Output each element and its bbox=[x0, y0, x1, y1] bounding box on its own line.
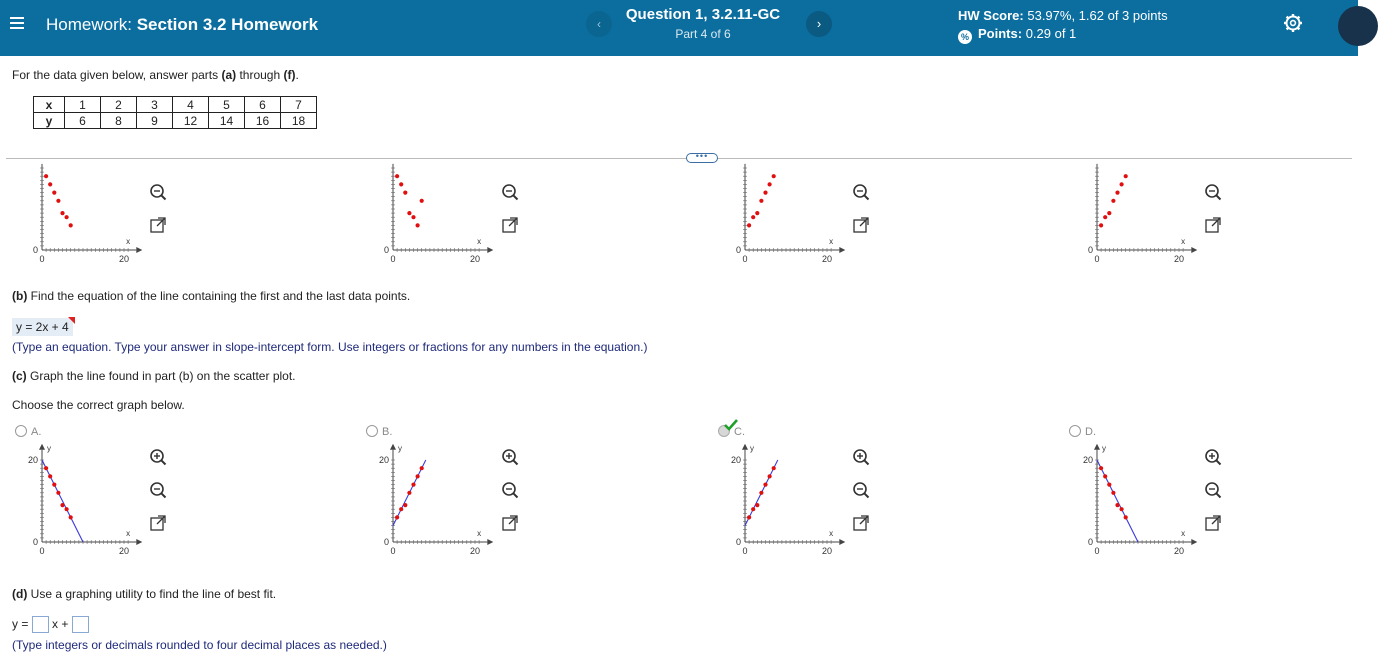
data-point bbox=[763, 483, 767, 487]
intro-part-a: (a) bbox=[221, 68, 237, 82]
data-point bbox=[52, 483, 56, 487]
data-point bbox=[772, 174, 776, 178]
option-a[interactable] bbox=[15, 425, 41, 438]
magnifier-handle bbox=[513, 195, 517, 199]
data-cell: 12 bbox=[173, 113, 209, 129]
points bbox=[958, 26, 1076, 44]
open-graph-icon[interactable] bbox=[501, 514, 519, 532]
data-point bbox=[48, 474, 52, 478]
data-point bbox=[755, 211, 759, 215]
x-origin-label: 0 bbox=[742, 254, 748, 264]
data-point bbox=[60, 211, 64, 215]
data-point bbox=[407, 211, 411, 215]
x-tick-label-20: 20 bbox=[118, 254, 130, 264]
data-point bbox=[1115, 503, 1119, 507]
equation-x-label: x + bbox=[52, 617, 69, 631]
y-tick-label-20: 20 bbox=[27, 455, 38, 465]
y-origin-label: 0 bbox=[32, 537, 38, 547]
y-axis-arrow bbox=[39, 444, 45, 450]
points-value: 0.29 of 1 bbox=[1025, 26, 1077, 41]
x-axis-arrow bbox=[487, 539, 493, 545]
data-point bbox=[411, 215, 415, 219]
question-part: Part 4 of 6 bbox=[675, 27, 731, 41]
x-tick-label-20: 20 bbox=[821, 546, 833, 556]
part-c-text: Graph the line found in part (b) on the scatter plot. bbox=[26, 369, 296, 383]
x-axis-label: x bbox=[126, 237, 131, 246]
data-point bbox=[1124, 174, 1128, 178]
x-tick-label-20: 20 bbox=[469, 254, 481, 264]
open-graph-icon[interactable] bbox=[149, 216, 167, 234]
x-tick-label-20: 20 bbox=[1173, 546, 1185, 556]
zoom-out-icon[interactable] bbox=[501, 481, 519, 499]
x-axis-arrow bbox=[1191, 247, 1197, 253]
data-point bbox=[1124, 515, 1128, 519]
data-cell: 14 bbox=[209, 113, 245, 129]
data-point bbox=[768, 182, 772, 186]
intro-text-3: . bbox=[295, 68, 299, 82]
data-cell: 5 bbox=[209, 97, 245, 113]
y-origin-label: 0 bbox=[383, 537, 389, 547]
magnifier-handle bbox=[161, 493, 165, 497]
y-origin-label: 0 bbox=[1087, 245, 1093, 255]
x-axis-label: x bbox=[126, 529, 131, 538]
data-point bbox=[60, 503, 64, 507]
homework-title bbox=[46, 15, 318, 35]
open-graph-arrow bbox=[157, 516, 165, 524]
settings-gear-icon[interactable] bbox=[1283, 13, 1303, 33]
magnifier-handle bbox=[513, 493, 517, 497]
option-b-radio[interactable] bbox=[366, 425, 378, 437]
x-axis-label: x bbox=[829, 529, 834, 538]
x-axis-arrow bbox=[487, 247, 493, 253]
data-point bbox=[56, 199, 60, 203]
magnifier-handle bbox=[864, 195, 868, 199]
data-cell: 18 bbox=[281, 113, 317, 129]
x-origin-label: 0 bbox=[1094, 254, 1100, 264]
data-point bbox=[1115, 191, 1119, 195]
open-graph-icon[interactable] bbox=[1204, 216, 1222, 234]
data-point bbox=[1111, 491, 1115, 495]
data-row-y bbox=[34, 113, 317, 129]
slope-input[interactable] bbox=[32, 616, 49, 633]
data-point bbox=[52, 191, 56, 195]
x-axis-arrow bbox=[839, 539, 845, 545]
data-point bbox=[407, 491, 411, 495]
part-d-prompt bbox=[12, 587, 276, 601]
option-d-letter: D. bbox=[1085, 426, 1096, 438]
part-c-prompt bbox=[12, 369, 296, 383]
hw-score-label: HW Score: bbox=[958, 8, 1024, 23]
part-b-answer[interactable] bbox=[12, 318, 73, 336]
scatter-plot-part-c-option-C bbox=[713, 443, 834, 562]
data-point bbox=[416, 474, 420, 478]
user-avatar[interactable] bbox=[1338, 6, 1378, 46]
zoom-out-icon[interactable] bbox=[1204, 183, 1222, 201]
x-axis-label: x bbox=[477, 529, 482, 538]
y-axis-arrow bbox=[390, 444, 396, 450]
menu-icon[interactable] bbox=[10, 17, 24, 29]
data-point bbox=[1099, 223, 1103, 227]
intercept-input[interactable] bbox=[72, 616, 89, 633]
data-point bbox=[395, 515, 399, 519]
y-axis-label: y bbox=[398, 443, 402, 453]
intro-part-f: (f) bbox=[283, 68, 296, 82]
x-tick-label-20: 20 bbox=[1173, 254, 1185, 264]
part-b-text: Find the equation of the line containing the first and the last data points. bbox=[27, 289, 411, 303]
part-c-label: (c) bbox=[12, 369, 27, 383]
data-point bbox=[768, 474, 772, 478]
x-tick-label-20: 20 bbox=[469, 546, 481, 556]
magnifier-handle bbox=[1216, 460, 1220, 464]
data-point bbox=[69, 223, 73, 227]
magnifier-handle bbox=[161, 195, 165, 199]
partial-credit-icon: % bbox=[958, 30, 972, 44]
data-point bbox=[403, 503, 407, 507]
data-cell: 16 bbox=[245, 113, 281, 129]
part-b-label: (b) bbox=[12, 289, 28, 303]
x-axis-label: x bbox=[1181, 237, 1186, 246]
scatter-plot-part-c-option-B bbox=[361, 443, 482, 562]
open-graph-arrow bbox=[860, 516, 868, 524]
data-point bbox=[751, 215, 755, 219]
part-b-prompt bbox=[12, 289, 410, 303]
x-axis-arrow bbox=[136, 539, 142, 545]
x-axis-label: x bbox=[1181, 529, 1186, 538]
next-question-button[interactable]: › bbox=[806, 11, 832, 37]
x-axis-arrow bbox=[136, 247, 142, 253]
top-bar bbox=[0, 0, 1358, 56]
data-header-y: y bbox=[34, 113, 65, 129]
option-a-radio[interactable] bbox=[15, 425, 27, 437]
zoom-out-icon[interactable] bbox=[852, 183, 870, 201]
data-table bbox=[33, 96, 317, 129]
open-graph-icon[interactable] bbox=[501, 216, 519, 234]
zoom-in-icon[interactable] bbox=[852, 448, 870, 466]
option-b-letter: B. bbox=[382, 426, 393, 438]
zoom-out-icon[interactable] bbox=[149, 183, 167, 201]
scatter-plot-part-a-option-B bbox=[361, 182, 481, 270]
option-c-letter: C. bbox=[734, 426, 745, 438]
data-cell: 3 bbox=[137, 97, 173, 113]
zoom-in-icon[interactable] bbox=[149, 448, 167, 466]
data-point bbox=[65, 215, 69, 219]
y-origin-label: 0 bbox=[1087, 537, 1093, 547]
zoom-out-icon[interactable] bbox=[852, 481, 870, 499]
part-d-hint: (Type integers or decimals rounded to four decimal places as needed.) bbox=[12, 638, 387, 652]
open-graph-icon[interactable] bbox=[1204, 514, 1222, 532]
data-point bbox=[772, 466, 776, 470]
zoom-out-icon[interactable] bbox=[501, 183, 519, 201]
data-point bbox=[763, 191, 767, 195]
correct-checkmark-icon bbox=[724, 419, 738, 431]
data-point bbox=[65, 507, 69, 511]
magnifier-handle bbox=[864, 493, 868, 497]
magnifier-handle bbox=[1216, 195, 1220, 199]
data-point bbox=[755, 503, 759, 507]
data-point bbox=[411, 483, 415, 487]
y-axis-label: y bbox=[47, 443, 51, 453]
question-intro bbox=[12, 68, 299, 82]
magnifier-handle bbox=[1216, 493, 1220, 497]
data-point bbox=[395, 174, 399, 178]
data-cell: 8 bbox=[101, 113, 137, 129]
x-axis-label: x bbox=[829, 237, 834, 246]
points-label: Points: bbox=[978, 26, 1023, 41]
part-c-choose: Choose the correct graph below. bbox=[12, 398, 185, 412]
data-cell: 7 bbox=[281, 97, 317, 113]
data-point bbox=[1099, 466, 1103, 470]
x-tick-label-20: 20 bbox=[118, 546, 130, 556]
y-axis-arrow bbox=[1094, 444, 1100, 450]
x-origin-label: 0 bbox=[39, 546, 45, 556]
zoom-out-icon[interactable] bbox=[149, 481, 167, 499]
open-graph-arrow bbox=[1212, 516, 1220, 524]
data-point bbox=[1107, 211, 1111, 215]
data-point bbox=[1107, 483, 1111, 487]
open-graph-arrow bbox=[509, 218, 517, 226]
data-point bbox=[747, 515, 751, 519]
data-point bbox=[1120, 182, 1124, 186]
data-point bbox=[399, 507, 403, 511]
y-axis-label: y bbox=[750, 443, 754, 453]
data-point bbox=[44, 466, 48, 470]
data-cell: 6 bbox=[65, 113, 101, 129]
data-point bbox=[403, 191, 407, 195]
y-axis-arrow bbox=[742, 444, 748, 450]
hw-score bbox=[958, 8, 1168, 23]
fitted-line bbox=[42, 460, 83, 542]
intro-text-2: through bbox=[236, 68, 284, 82]
x-origin-label: 0 bbox=[1094, 546, 1100, 556]
data-point bbox=[44, 174, 48, 178]
data-point bbox=[1120, 507, 1124, 511]
data-cell: 1 bbox=[65, 97, 101, 113]
x-axis-arrow bbox=[1191, 539, 1197, 545]
data-point bbox=[751, 507, 755, 511]
x-tick-label-20: 20 bbox=[821, 254, 833, 264]
zoom-in-icon[interactable] bbox=[501, 448, 519, 466]
scatter-plot-part-a-option-D bbox=[1065, 182, 1185, 270]
scatter-plot-part-a-option-C bbox=[713, 182, 833, 270]
scatter-plot-part-c-option-D bbox=[1065, 443, 1186, 562]
y-origin-label: 0 bbox=[735, 245, 741, 255]
zoom-in-icon[interactable] bbox=[1204, 448, 1222, 466]
magnifier-handle bbox=[513, 460, 517, 464]
homework-section-name: Section 3.2 Homework bbox=[136, 15, 319, 34]
x-axis-label: x bbox=[477, 237, 482, 246]
open-graph-icon[interactable] bbox=[852, 514, 870, 532]
magnifier-handle bbox=[864, 460, 868, 464]
intro-text-1: For the data given below, answer parts bbox=[12, 68, 222, 82]
data-point bbox=[69, 515, 73, 519]
data-point bbox=[759, 491, 763, 495]
data-point bbox=[1111, 199, 1115, 203]
x-origin-label: 0 bbox=[742, 546, 748, 556]
x-origin-label: 0 bbox=[39, 254, 45, 264]
data-point bbox=[747, 223, 751, 227]
equation-y-label: y = bbox=[12, 617, 29, 631]
option-d-radio[interactable] bbox=[1069, 425, 1081, 437]
data-point bbox=[420, 466, 424, 470]
part-d-equation bbox=[12, 616, 89, 633]
y-axis-label: y bbox=[1102, 443, 1106, 453]
open-graph-arrow bbox=[1212, 218, 1220, 226]
part-b-answer-text: y = 2x + 4 bbox=[16, 320, 69, 334]
data-cell: 2 bbox=[101, 97, 137, 113]
data-cell: 9 bbox=[137, 113, 173, 129]
zoom-out-icon[interactable] bbox=[1204, 481, 1222, 499]
option-a-letter: A. bbox=[31, 426, 42, 438]
y-origin-label: 0 bbox=[735, 537, 741, 547]
data-point bbox=[48, 182, 52, 186]
data-point bbox=[399, 182, 403, 186]
open-graph-arrow bbox=[157, 218, 165, 226]
question-title: Question 1, 3.2.11-GC bbox=[625, 6, 781, 23]
expand-previous-parts-button[interactable]: ••• bbox=[686, 153, 718, 163]
part-b-hint: (Type an equation. Type your answer in slope-intercept form. Use integers or fractions for any numbers in the equation.) bbox=[12, 340, 648, 354]
part-d-text: Use a graphing utility to find the line of best fit. bbox=[27, 587, 277, 601]
homework-title-prefix: Homework: bbox=[46, 15, 132, 34]
previous-question-button[interactable]: ‹ bbox=[586, 11, 612, 37]
data-point bbox=[56, 491, 60, 495]
open-graph-arrow bbox=[860, 218, 868, 226]
data-point bbox=[420, 199, 424, 203]
hw-score-value: 53.97%, 1.62 of 3 points bbox=[1027, 8, 1168, 23]
open-graph-arrow bbox=[509, 516, 517, 524]
x-origin-label: 0 bbox=[390, 254, 396, 264]
section-divider bbox=[6, 158, 1352, 159]
y-tick-label-20: 20 bbox=[1082, 455, 1093, 465]
data-point bbox=[416, 223, 420, 227]
y-origin-label: 0 bbox=[383, 245, 389, 255]
y-tick-label-20: 20 bbox=[730, 455, 741, 465]
part-d-label: (d) bbox=[12, 587, 28, 601]
x-origin-label: 0 bbox=[390, 546, 396, 556]
fitted-line bbox=[1097, 460, 1138, 542]
open-graph-icon[interactable] bbox=[852, 216, 870, 234]
incorrect-flag-icon bbox=[68, 317, 75, 324]
data-row-x bbox=[34, 97, 317, 113]
scatter-plot-part-c-option-A bbox=[10, 443, 131, 562]
data-header-x: x bbox=[34, 97, 65, 113]
option-d[interactable] bbox=[1069, 425, 1096, 438]
open-graph-icon[interactable] bbox=[149, 514, 167, 532]
data-point bbox=[1103, 474, 1107, 478]
x-axis-arrow bbox=[839, 247, 845, 253]
option-b[interactable] bbox=[366, 425, 392, 438]
magnifier-handle bbox=[161, 460, 165, 464]
data-cell: 6 bbox=[245, 97, 281, 113]
data-point bbox=[759, 199, 763, 203]
data-point bbox=[1103, 215, 1107, 219]
y-origin-label: 0 bbox=[32, 245, 38, 255]
y-tick-label-20: 20 bbox=[378, 455, 389, 465]
data-cell: 4 bbox=[173, 97, 209, 113]
scatter-plot-part-a-option-A bbox=[10, 182, 130, 270]
